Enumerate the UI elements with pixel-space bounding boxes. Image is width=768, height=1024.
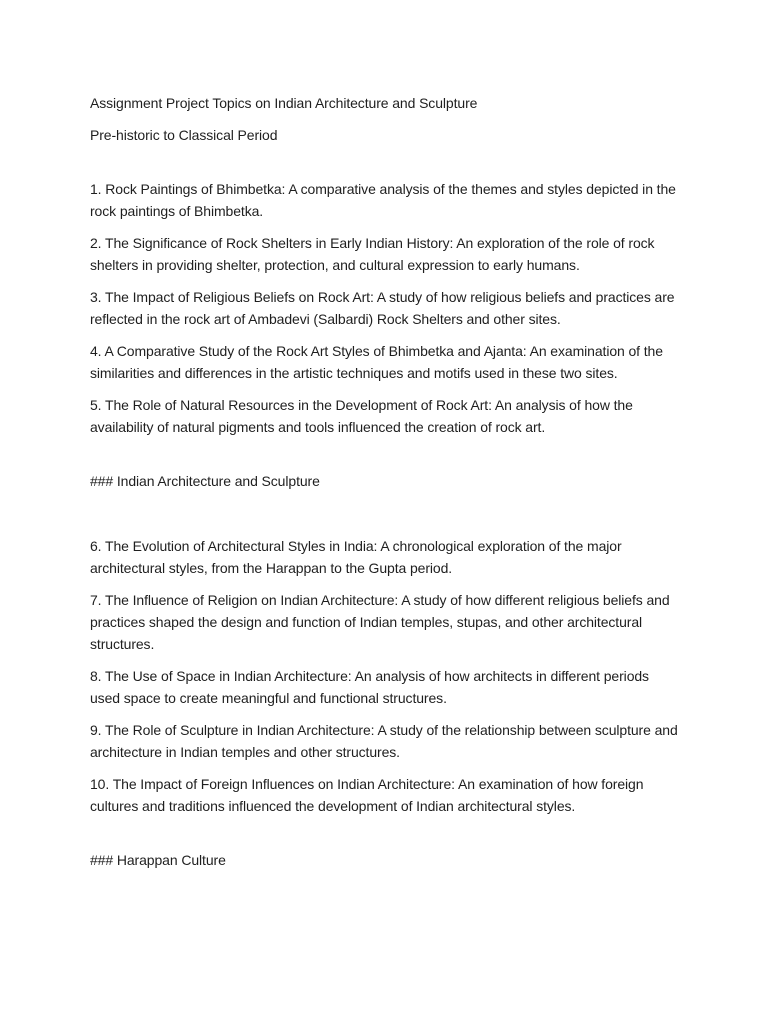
- topic-item: 7. The Influence of Religion on Indian Architecture: A study of how different religious beliefs and practices shaped the design and function of Indian temples, stupas, and other architectural structures.: [90, 592, 670, 652]
- topic-item: 3. The Impact of Religious Beliefs on Rock Art: A study of how religious beliefs and practices are reflected in the rock art of Ambadevi (Salbardi) Rock Shelters and other sites.: [90, 289, 675, 327]
- topic-item: 4. A Comparative Study of the Rock Art Styles of Bhimbetka and Ajanta: An examination of the similarities and differences in the artistic techniques and motifs used in these two sites.: [90, 343, 663, 381]
- document-page: [90, 92, 680, 914]
- topic-item: 5. The Role of Natural Resources in the Development of Rock Art: An analysis of how the availability of natural pigments and tools influenced the creation of rock art.: [90, 397, 633, 435]
- topic-item: 6. The Evolution of Architectural Styles in India: A chronological exploration of the major architectural styles, from the Harappan to the Gupta period.: [90, 538, 622, 576]
- topic-item: 8. The Use of Space in Indian Architecture: An analysis of how architects in different periods used space to create meaningful and functional structures.: [90, 668, 649, 706]
- topic-item: 2. The Significance of Rock Shelters in Early Indian History: An exploration of the role of rock shelters in providing shelter, protection, and cultural expression to early humans.: [90, 235, 655, 273]
- section-heading-harappan: ### Harappan Culture: [90, 852, 226, 868]
- document-subtitle: Pre-historic to Classical Period: [90, 127, 278, 143]
- section-heading-architecture: ### Indian Architecture and Sculpture: [90, 473, 320, 489]
- document-title: Assignment Project Topics on Indian Architecture and Sculpture: [90, 95, 478, 111]
- topic-item: 1. Rock Paintings of Bhimbetka: A comparative analysis of the themes and styles depicted in the rock paintings of Bhimbetka.: [90, 181, 676, 219]
- topic-item: 9. The Role of Sculpture in Indian Architecture: A study of the relationship between sculpture and architecture in Indian temples and other structures.: [90, 722, 678, 760]
- topic-item: 10. The Impact of Foreign Influences on Indian Architecture: An examination of how foreign cultures and traditions influenced the development of Indian architectural styles.: [90, 776, 644, 814]
